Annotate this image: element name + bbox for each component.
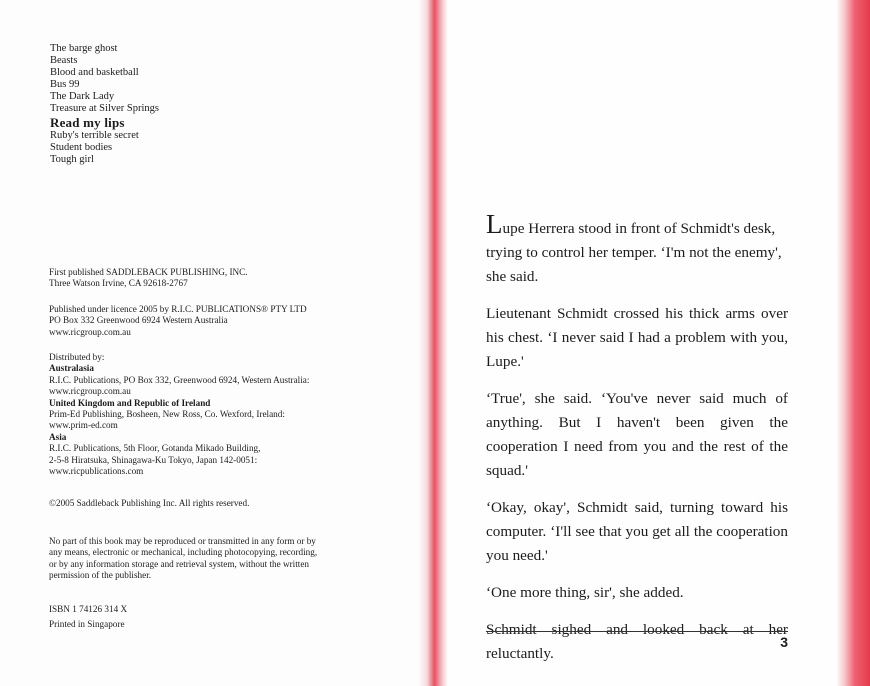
story-paragraph: Lieutenant Schmidt crossed his thick arms over his chest. ‘I never said I had a problem with you, Lupe.'	[486, 305, 788, 370]
region-heading-australasia: Australasia	[49, 363, 94, 374]
footer-rule	[486, 631, 788, 632]
printed-in: Printed in Singapore	[49, 619, 125, 629]
series-title: Bus 99	[50, 79, 80, 91]
australasia-website: www.ricgroup.com.au	[49, 386, 131, 397]
left-page	[0, 0, 428, 686]
rights-notice	[49, 536, 389, 582]
story-paragraph: ‘One more thing, sir', she added.	[486, 584, 684, 601]
page-edge	[836, 0, 870, 686]
licence-address: PO Box 332 Greenwood 6924 Western Australia	[49, 315, 228, 326]
uk-address: Prim-Ed Publishing, Bosheen, New Ross, Co. Wexford, Ireland:	[49, 409, 285, 420]
licence-block	[49, 304, 389, 338]
rights-line: No part of this book may be reproduced or transmitted in any form or by	[49, 536, 316, 546]
series-title: Tough girl	[50, 153, 94, 165]
series-title: Beasts	[50, 55, 78, 67]
series-title: Student bodies	[50, 141, 113, 153]
asia-website: www.ricpublications.com	[49, 466, 144, 477]
story-paragraph: ‘True', she said. ‘You've never said much of anything. But I haven't been given the cooperation I need from you and the rest of the squad.'	[486, 390, 788, 479]
isbn: ISBN 1 74126 314 X	[49, 604, 128, 614]
series-title-list	[50, 43, 159, 166]
series-title: Blood and basketball	[50, 67, 139, 79]
copyright-line: ©2005 Saddleback Publishing Inc. All rights reserved.	[49, 498, 250, 508]
page-number: 3	[780, 634, 788, 650]
uk-website: www.prim-ed.com	[49, 420, 118, 431]
first-published-line: First published SADDLEBACK PUBLISHING, INC.	[49, 267, 248, 277]
first-published-block	[49, 267, 389, 290]
distribution-block	[49, 352, 389, 477]
australasia-address: R.I.C. Publications, PO Box 332, Greenwood 6924, Western Australia:	[49, 374, 310, 385]
region-heading-asia: Asia	[49, 431, 67, 442]
series-title: Treasure at Silver Springs	[50, 103, 159, 115]
rights-line: or by any information storage and retrieval system, without the written	[49, 558, 309, 569]
current-book-title: Read my lips	[50, 114, 125, 130]
distributed-by-label: Distributed by:	[49, 352, 105, 362]
region-heading-uk: United Kingdom and Republic of Ireland	[49, 397, 211, 408]
paragraph-text: upe Herrera stood in front of Schmidt's desk, trying to control her temper. ‘I'm not the enemy', she said.	[486, 220, 782, 285]
story-paragraph: Schmidt sighed and looked back at her reluctantly.	[486, 621, 788, 662]
rights-line: any means, electronic or mechanical, including photocopying, recording,	[49, 547, 318, 558]
rights-line: permission of the publisher.	[49, 570, 152, 581]
copyright-notice	[49, 498, 389, 509]
book-gutter	[418, 0, 448, 686]
first-published-address: Three Watson Irvine, CA 92618-2767	[49, 278, 188, 289]
asia-address-line-1: R.I.C. Publications, 5th Floor, Gotanda Mikado Building,	[49, 443, 261, 454]
series-title: The barge ghost	[50, 43, 118, 54]
series-title: Ruby's terrible secret	[50, 129, 139, 141]
licence-website: www.ricgroup.com.au	[49, 326, 131, 337]
drop-cap: L	[486, 209, 503, 239]
isbn-block	[49, 602, 389, 632]
series-title: The Dark Lady	[50, 91, 115, 103]
story-paragraph: ‘Okay, okay', Schmidt said, turning toward his computer. ‘I'll see that you get all the cooperation you need.'	[486, 499, 788, 564]
story-text	[486, 209, 788, 679]
story-paragraph	[486, 209, 788, 289]
licence-line: Published under licence 2005 by R.I.C. PUBLICATIONS® PTY LTD	[49, 304, 307, 314]
asia-address-line-2: 2-5-8 Hiratsuka, Shinagawa-Ku Tokyo, Japan 142-0051:	[49, 454, 258, 465]
